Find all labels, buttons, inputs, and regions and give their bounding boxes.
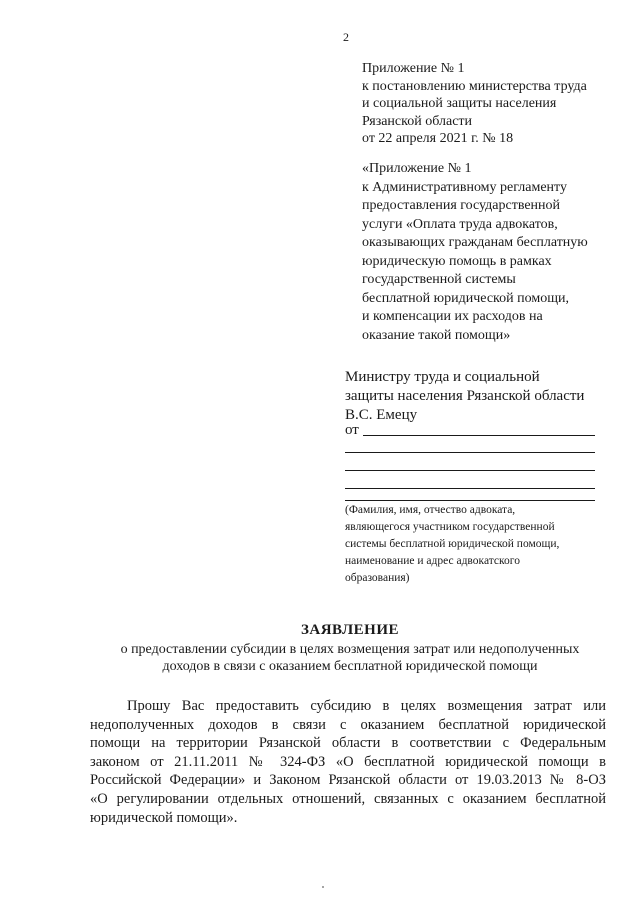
appendix-quote-line: оказывающих гражданам бесплатную: [362, 235, 588, 250]
body-line: Прошу Вас предоставить субсидию в целях возмещения затрат или: [127, 698, 606, 714]
body-line: «О регулировании отдельных отношений, связанных с оказанием бесплатной: [90, 790, 606, 807]
appendix-header: [362, 60, 632, 148]
appendix-quote-line: предоставления государственной: [362, 198, 561, 213]
statement-title: ЗАЯВЛЕНИЕ: [300, 622, 400, 638]
appendix-quote-line: «Приложение № 1: [362, 161, 472, 176]
addressee-line: защиты населения Рязанской области: [345, 388, 585, 404]
appendix-quote-line: и компенсации их расходов на: [362, 309, 543, 324]
applicant-blank-line: [345, 500, 595, 501]
statement-subtitle-line: доходов в связи с оказанием бесплатной юридической помощи: [162, 659, 538, 674]
scan-dot: [322, 886, 324, 888]
appendix-line: к постановлению министерства труда: [362, 78, 587, 94]
appendix-line: Приложение № 1: [362, 61, 465, 76]
applicant-blank-line: [345, 452, 595, 453]
appendix-quote-line: государственной системы: [362, 272, 516, 287]
appendix-quote-line: к Административному регламенту: [362, 179, 567, 195]
addressee-line: В.С. Емецу: [345, 407, 418, 423]
appendix-quote-line: оказание такой помощи»: [362, 327, 511, 343]
appendix-quote-line: юридическую помощь в рамках: [362, 253, 552, 269]
statement-subtitle: [0, 641, 640, 675]
body-line: помощи на территории Рязанской области в соответствии с Федеральным: [90, 735, 606, 752]
body-line: юридической помощи».: [90, 809, 238, 826]
from-field: [345, 421, 595, 440]
body-line: законом от 21.11.2011 № 324-ФЗ «О бесплатной юридической помощи в: [90, 753, 606, 770]
from-label: от: [345, 422, 359, 438]
page-number: 2: [343, 30, 349, 44]
applicant-blank-line: [345, 470, 595, 471]
body-line: недополученных доходов в связи с оказанием бесплатной юридической: [90, 716, 606, 733]
appendix-line: и социальной защиты населения: [362, 96, 557, 111]
appendix-line: Рязанской области: [362, 113, 473, 129]
from-blank-line: [363, 435, 595, 436]
applicant-blank-line: [345, 488, 595, 489]
applicant-hint: [345, 502, 615, 587]
appendix-quote-line: услуги «Оплата труда адвокатов,: [362, 216, 558, 232]
applicant-hint-line: системы бесплатной юридической помощи,: [345, 538, 560, 550]
statement-subtitle-line: о предоставлении субсидии в целях возмещения затрат или недополученных: [120, 642, 580, 657]
body-line: Российской Федерации» и Законом Рязанской области от 19.03.2013 № 8-ОЗ: [90, 772, 606, 789]
appendix-line: от 22 апреля 2021 г. № 18: [362, 131, 514, 146]
addressee-block: [345, 368, 615, 425]
applicant-hint-line: являющегося участником государственной: [345, 521, 555, 533]
statement-body: [90, 697, 606, 827]
applicant-hint-line: наименование и адрес адвокатского: [345, 555, 520, 567]
appendix-quote: [362, 160, 632, 345]
applicant-hint-line: образования): [345, 572, 410, 584]
applicant-hint-line: (Фамилия, имя, отчество адвоката,: [345, 504, 516, 516]
addressee-line: Министру труда и социальной: [345, 369, 540, 385]
appendix-quote-line: бесплатной юридической помощи,: [362, 290, 569, 306]
